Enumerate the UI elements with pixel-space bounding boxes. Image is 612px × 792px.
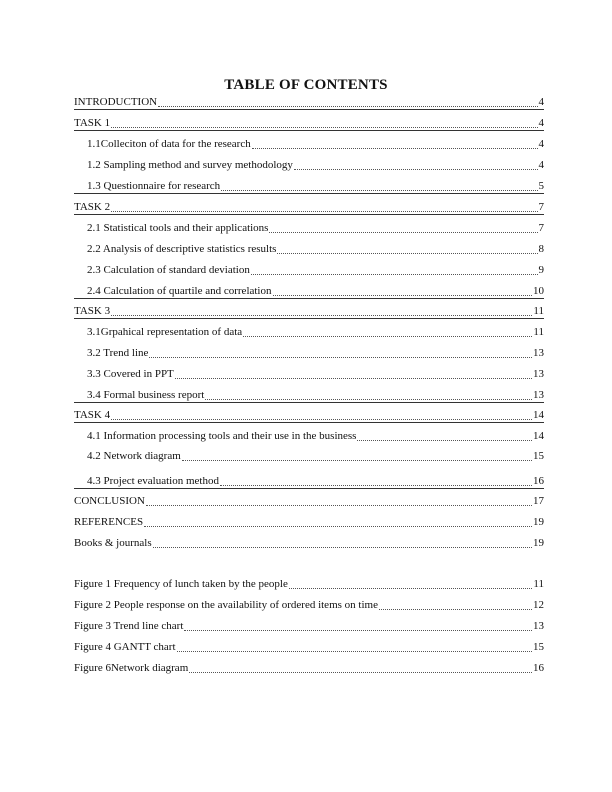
figure-entry-page: 16 xyxy=(533,662,544,674)
toc-entry-label: 2.2 Analysis of descriptive statistics results xyxy=(87,243,277,255)
dot-leader xyxy=(205,398,532,400)
toc-entry-page: 11 xyxy=(533,305,544,317)
toc-entry-page: 13 xyxy=(533,368,544,380)
toc-entry-4-1[interactable] xyxy=(74,429,544,443)
toc-entry-page: 14 xyxy=(533,409,544,421)
dot-leader xyxy=(175,377,532,379)
toc-entry-label: Books & journals xyxy=(74,537,152,549)
toc-entry-label: 2.3 Calculation of standard deviation xyxy=(87,264,250,276)
dot-leader xyxy=(273,294,533,296)
toc-entry-page: 7 xyxy=(538,222,544,234)
toc-entry-label: TASK 1 xyxy=(74,117,111,129)
toc-entry-references[interactable] xyxy=(74,515,544,529)
toc-entry-page: 16 xyxy=(533,475,544,487)
dot-leader xyxy=(220,484,532,486)
toc-entry-page: 4 xyxy=(538,96,544,108)
toc-entry-label: INTRODUCTION xyxy=(74,96,158,108)
figure-entry-4[interactable] xyxy=(74,640,544,654)
toc-entry-3-2[interactable] xyxy=(74,346,544,360)
toc-entry-books-journals[interactable] xyxy=(74,536,544,550)
dot-leader xyxy=(251,273,538,275)
toc-entry-label: 3.4 Formal business report xyxy=(87,389,205,401)
toc-entry-label: 2.1 Statistical tools and their applications xyxy=(87,222,269,234)
toc-entry-label: TASK 4 xyxy=(74,409,111,421)
toc-entry-3-1[interactable] xyxy=(74,325,544,339)
toc-entry-page: 4 xyxy=(538,159,544,171)
figure-entry-page: 13 xyxy=(533,620,544,632)
toc-entry-page: 8 xyxy=(538,243,544,255)
dot-leader xyxy=(144,525,532,527)
toc-entry-label: 3.2 Trend line xyxy=(87,347,149,359)
toc-entry-label: 3.3 Covered in PPT xyxy=(87,368,174,380)
figure-entry-label: Figure 3 Trend line chart xyxy=(74,620,184,632)
toc-entry-page: 14 xyxy=(533,430,544,442)
toc-entry-3-3[interactable] xyxy=(74,367,544,381)
toc-entry-2-2[interactable] xyxy=(74,242,544,256)
toc-entry-label: TASK 2 xyxy=(74,201,111,213)
dot-leader xyxy=(158,105,537,107)
dot-leader xyxy=(184,629,532,631)
dot-leader xyxy=(269,231,537,233)
toc-entry-label: 1.2 Sampling method and survey methodology xyxy=(87,159,293,171)
dot-leader xyxy=(146,504,532,506)
dot-leader xyxy=(111,210,537,212)
toc-entry-label: 1.3 Questionnaire for research xyxy=(87,180,221,192)
figure-entry-label: Figure 6Network diagram xyxy=(74,662,189,674)
toc-entry-label: TASK 3 xyxy=(74,305,111,317)
dot-leader xyxy=(111,314,532,316)
figure-entry-label: Figure 1 Frequency of lunch taken by the people xyxy=(74,578,288,590)
figure-entry-label: Figure 2 People response on the availability of ordered items on time xyxy=(74,599,378,611)
toc-entry-2-1[interactable] xyxy=(74,221,544,235)
dot-leader xyxy=(111,126,537,128)
dot-leader xyxy=(289,587,533,589)
toc-entry-label: 4.1 Information processing tools and their use in the business xyxy=(87,430,357,442)
toc-entry-page: 19 xyxy=(533,537,544,549)
toc-entry-1-1[interactable] xyxy=(74,137,544,151)
toc-entry-task-3[interactable] xyxy=(74,304,544,319)
toc-entry-page: 4 xyxy=(538,117,544,129)
toc-title: TABLE OF CONTENTS xyxy=(224,77,388,93)
toc-entry-page: 13 xyxy=(533,347,544,359)
dot-leader xyxy=(177,650,532,652)
figure-entry-page: 11 xyxy=(533,578,544,590)
toc-entry-label: 1.1Colleciton of data for the research xyxy=(87,138,251,150)
toc-entry-2-3[interactable] xyxy=(74,263,544,277)
figure-entry-page: 15 xyxy=(533,641,544,653)
dot-leader xyxy=(149,356,532,358)
toc-entry-page: 17 xyxy=(533,495,544,507)
toc-entry-page: 19 xyxy=(533,516,544,528)
toc-entry-page: 9 xyxy=(538,264,544,276)
toc-entry-label: 4.3 Project evaluation method xyxy=(87,475,219,487)
figure-entry-1[interactable] xyxy=(74,577,544,591)
figure-entry-2[interactable] xyxy=(74,598,544,612)
toc-entry-label: CONCLUSION xyxy=(74,495,145,507)
figure-entry-3[interactable] xyxy=(74,619,544,633)
dot-leader xyxy=(189,671,532,673)
toc-entry-4-2[interactable] xyxy=(74,449,544,463)
dot-leader xyxy=(294,168,538,170)
toc-entry-page: 5 xyxy=(538,180,544,192)
figure-entry-6[interactable] xyxy=(74,661,544,675)
toc-entry-task-2[interactable] xyxy=(74,200,544,215)
dot-leader xyxy=(153,546,532,548)
toc-entry-label: 4.2 Network diagram xyxy=(87,450,181,462)
toc-entry-page: 11 xyxy=(533,326,544,338)
toc-entry-page: 7 xyxy=(538,201,544,213)
dot-leader xyxy=(277,252,537,254)
figure-entry-label: Figure 4 GANTT chart xyxy=(74,641,176,653)
toc-entry-page: 15 xyxy=(533,450,544,462)
toc-entry-1-3[interactable] xyxy=(74,179,544,194)
figure-entry-page: 12 xyxy=(533,599,544,611)
dot-leader xyxy=(111,418,532,420)
toc-entry-label: 3.1Grpahical representation of data xyxy=(87,326,243,338)
toc-entry-page: 10 xyxy=(533,285,544,297)
toc-entry-task-1[interactable] xyxy=(74,116,544,131)
toc-entry-2-4[interactable] xyxy=(74,284,544,299)
toc-entry-1-2[interactable] xyxy=(74,158,544,172)
dot-leader xyxy=(182,459,532,461)
dot-leader xyxy=(357,439,532,441)
toc-entry-label: 2.4 Calculation of quartile and correlation xyxy=(87,285,272,297)
toc-entry-introduction[interactable] xyxy=(74,95,544,110)
toc-entry-3-4[interactable] xyxy=(74,388,544,403)
toc-entry-conclusion[interactable] xyxy=(74,494,544,508)
toc-entry-4-3[interactable] xyxy=(74,474,544,489)
dot-leader xyxy=(252,147,538,149)
toc-entry-page: 4 xyxy=(538,138,544,150)
dot-leader xyxy=(243,335,532,337)
toc-entry-label: REFERENCES xyxy=(74,516,144,528)
toc-entry-page: 13 xyxy=(533,389,544,401)
dot-leader xyxy=(221,189,537,191)
dot-leader xyxy=(379,608,532,610)
toc-entry-task-4[interactable] xyxy=(74,408,544,423)
